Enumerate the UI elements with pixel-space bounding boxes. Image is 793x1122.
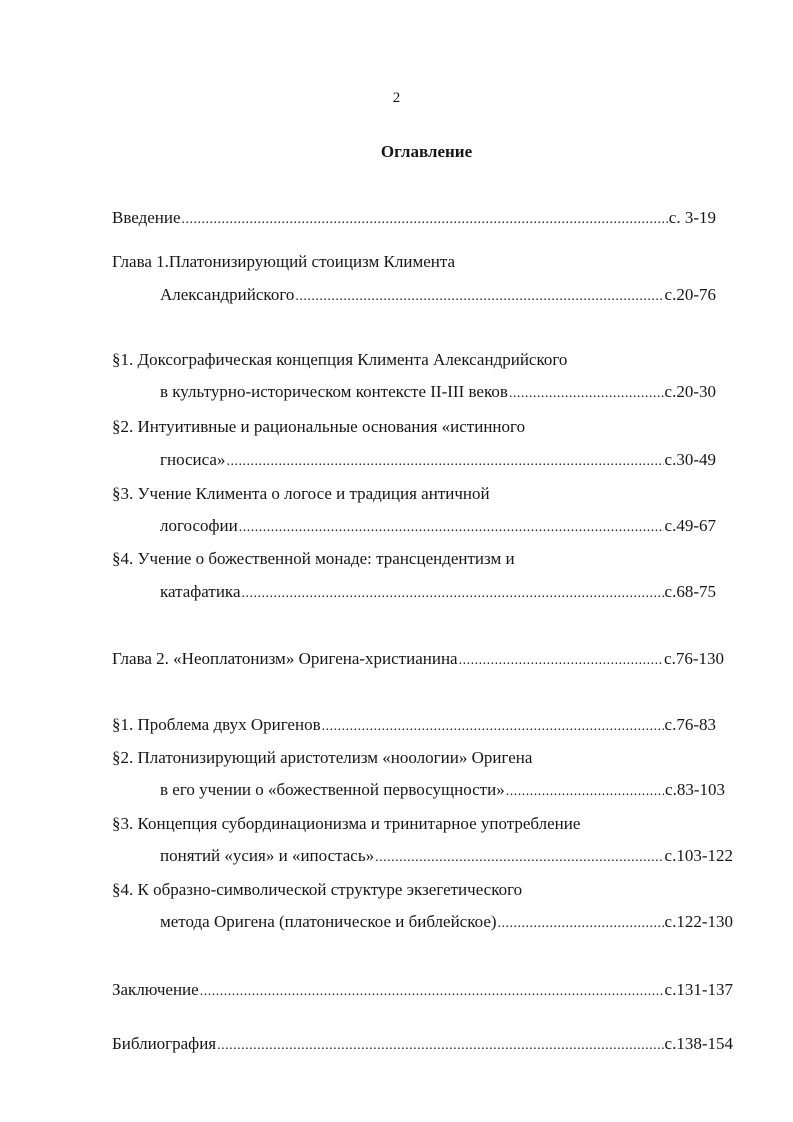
toc-entry-pages: с.68-75	[664, 582, 716, 601]
leader-dots	[498, 914, 664, 934]
toc-entry-pages: с.20-76	[664, 285, 716, 304]
toc-section-title: §4. К образно-символической структуре экзегетического	[112, 880, 523, 899]
toc-entry-text: Введение	[112, 208, 181, 227]
toc-entry-text: §1. Проблема двух Оригенов	[112, 715, 321, 734]
toc-entry-text: Заключение	[112, 980, 199, 999]
leader-dots	[295, 287, 663, 307]
toc-entry-section	[160, 780, 725, 802]
toc-entry-pages: с. 3-19	[668, 208, 716, 227]
toc-entry-section	[160, 846, 733, 868]
leader-dots	[241, 584, 663, 604]
toc-entry-text: Александрийского	[160, 285, 295, 304]
leader-dots	[509, 384, 664, 404]
toc-entry-pages: с.138-154	[664, 1034, 733, 1053]
toc-section-title: §4. Учение о божественной монаде: трансцендентизм и	[112, 549, 515, 568]
toc-section-title: §2. Платонизирующий аристотелизм «ноологии» Оригена	[112, 748, 533, 767]
toc-entry-section	[160, 582, 716, 604]
toc-entry-pages: с.131-137	[664, 980, 733, 999]
leader-dots	[506, 782, 664, 802]
toc-section-title: §3. Концепция субординационизма и тринитарное употребление	[112, 814, 581, 833]
page-number: 2	[392, 90, 401, 106]
leader-dots	[217, 1036, 663, 1056]
leader-dots	[322, 717, 664, 737]
toc-entry-text: в его учении о «божественной первосущности»	[160, 780, 505, 799]
toc-section-title: §3. Учение Климента о логосе и традиция античной	[112, 484, 490, 503]
leader-dots	[459, 651, 663, 671]
leader-dots	[375, 848, 663, 868]
toc-entry-section	[160, 912, 733, 934]
toc-entry-chapter2	[112, 649, 724, 671]
leader-dots	[226, 452, 663, 472]
toc-entry-pages: с.30-49	[664, 450, 716, 469]
toc-entry-text: логософии	[160, 516, 238, 535]
toc-entry-pages: с.76-83	[664, 715, 716, 734]
page-title: Оглавление	[380, 142, 473, 161]
toc-entry-section	[160, 382, 716, 404]
toc-entry-text: гносиса»	[160, 450, 226, 469]
toc-entry-pages: с.76-130	[664, 649, 724, 668]
toc-entry-intro	[112, 208, 716, 230]
toc-entry-bibliography	[112, 1034, 733, 1056]
toc-entry-text: Глава 2. «Неоплатонизм» Оригена-христианина	[112, 649, 458, 668]
leader-dots	[200, 982, 664, 1002]
toc-entry-section	[160, 450, 716, 472]
toc-entry-conclusion	[112, 980, 733, 1002]
toc-entry-pages: с.103-122	[664, 846, 733, 865]
toc-entry-text: метода Оригена (платоническое и библейское)	[160, 912, 497, 931]
toc-section-title: §1. Доксографическая концепция Климента Александрийского	[112, 350, 568, 369]
toc-entry-section	[160, 516, 716, 538]
leader-dots	[182, 210, 668, 230]
toc-entry-text: в культурно-историческом контексте II-III веков	[160, 382, 508, 401]
toc-entry-pages: с.49-67	[664, 516, 716, 535]
toc-entry-pages: с.122-130	[664, 912, 733, 931]
toc-entry-chapter1	[160, 285, 716, 307]
leader-dots	[239, 518, 664, 538]
toc-entry-section	[112, 715, 716, 737]
toc-entry-text: Библиография	[112, 1034, 217, 1053]
toc-entry-pages: с.83-103	[665, 780, 725, 799]
toc-chapter1-title: Глава 1.Платонизирующий стоицизм Климента	[112, 252, 456, 271]
toc-section-title: §2. Интуитивные и рациональные основания «истинного	[112, 417, 526, 436]
toc-entry-text: понятий «усия» и «ипостась»	[160, 846, 375, 865]
toc-entry-pages: с.20-30	[664, 382, 716, 401]
toc-entry-text: катафатика	[160, 582, 241, 601]
